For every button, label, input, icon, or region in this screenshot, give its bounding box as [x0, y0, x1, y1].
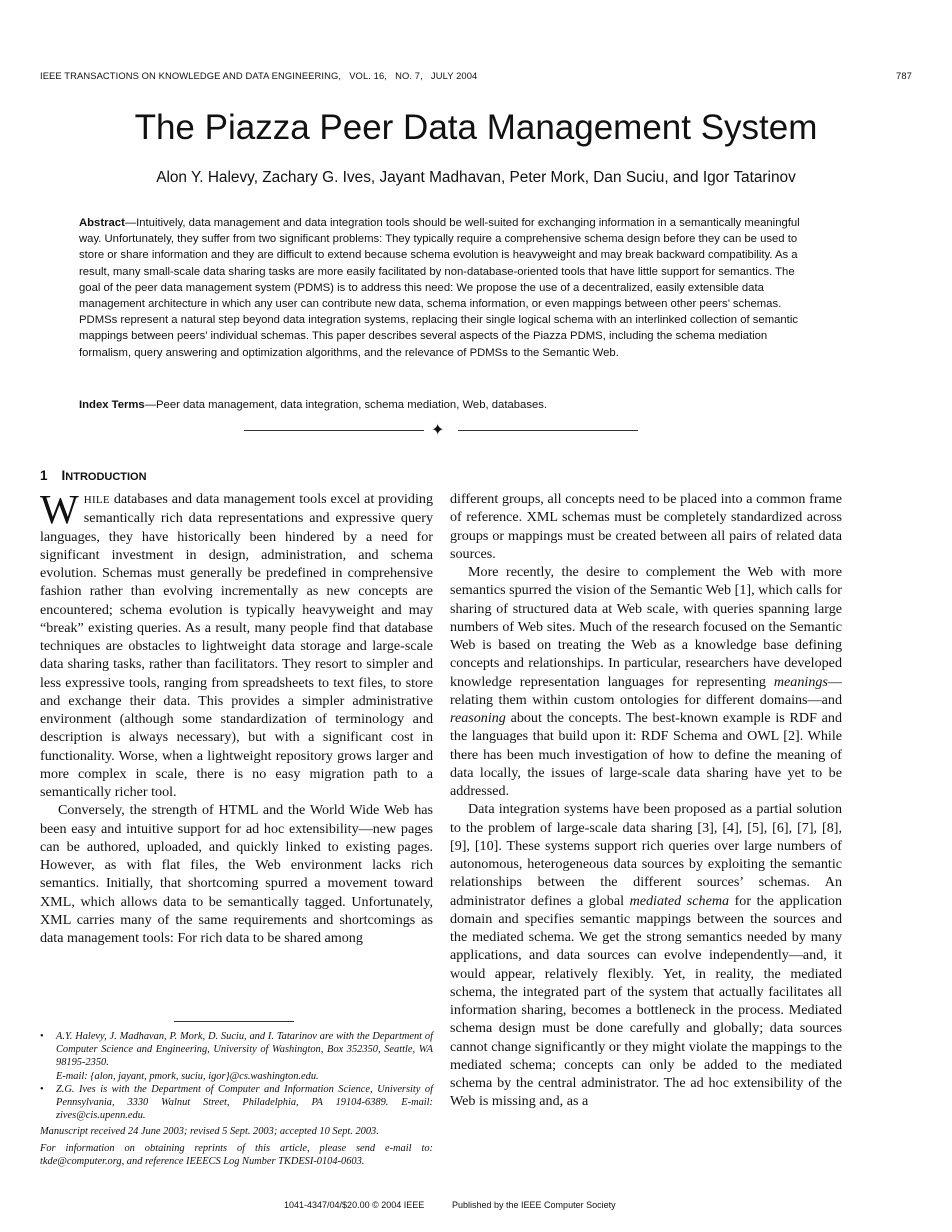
footnote-affiliation-upenn: • Z.G. Ives is with the Department of Computer and Information Science, University of Pennsylvania, 3330 Walnut Street, Philadelphia, PA 19104-6389. E-mail: zives@cis.upenn.edu.	[40, 1083, 433, 1122]
paper-title: The Piazza Peer Data Management System	[134, 108, 818, 147]
drop-cap: W	[40, 486, 79, 532]
abstract-label: Abstract	[79, 217, 125, 229]
running-header	[40, 70, 912, 84]
footnote-affiliation-uw: • A.Y. Halevy, J. Madhavan, P. Mork, D. Suciu, and I. Tatarinov are with the Department of Computer Science and Engineering, University of Washington, Box 352350, Seattle, WA 98195-2350. E-mail: {alon, jayant, pmork, suciu, igor}@cs.washington.edu.	[40, 1031, 433, 1082]
left-column	[40, 486, 433, 947]
paragraph: different groups, all concepts need to be placed into a common frame of reference. XML schemas must be completely standardized across groups or mappings must be created between all pairs of related data sources.	[450, 491, 842, 562]
author-list: Alon Y. Halevy, Zachary G. Ives, Jayant Madhavan, Peter Mork, Dan Suciu, and Igor Tatarinov	[156, 169, 796, 186]
index-terms	[79, 397, 807, 413]
paragraph: Conversely, the strength of HTML and the World Wide Web has been easy and intuitive support for ad hoc extensibility—new pages can be authored, uploaded, and quickly linked to existing pages. However, as with flat files, the Web environment lacks rich semantics. Initially, that shortcoming spurred a movement toward XML, which allows data to be semantically tagged. Unfortunately, XML carries many of the same requirements and shortcomings as data management tools: For rich data to be shared among	[40, 802, 433, 946]
reprints-info: For information on obtaining reprints of this article, please send e-mail to: tkde@computer.org, and reference IEEECS Log Number TKDESI-0104-0603.	[40, 1142, 433, 1167]
publisher-line: Published by the IEEE Computer Society	[452, 1200, 616, 1210]
abstract	[79, 215, 807, 361]
footnotes	[40, 1030, 433, 1168]
section-title-rest: NTRODUCTION	[65, 471, 147, 483]
manuscript-dates: Manuscript received 24 June 2003; revised 5 Sept. 2003; accepted 10 Sept. 2003.	[40, 1126, 379, 1138]
index-terms-label: Index Terms	[79, 399, 145, 411]
section-number: 1	[40, 468, 48, 483]
divider-star-icon: ✦	[431, 422, 445, 439]
footnote-rule	[174, 1021, 294, 1022]
paragraph-text: databases and data management tools excel at providing semantically rich data representations and expressive query languages, they have historically been hindered by a need for significant investment in design, administration, and schema evolution. Schemas must generally be predefined in comprehensive fashion rather than evolving incrementally as new concepts are encountered; schema evolution is typically heavyweight and may “break” existing queries. As a result, many people find that database techniques are obstacles to lightweight data storage and large-scale data sharing tasks, rather than facilitators. They resort to simpler and less expressive tools, ranging from spreadsheets to text files, to store and exchange their data. This provides a simpler administrative environment (although some standardization of terminology and description is always necessary), but with a significant cost in functionality. Worse, when a lightweight repository grows larger and more complex in scale, there is no easy migration path to a semantically richer tool.	[40, 491, 433, 800]
page-number: 787	[896, 70, 912, 81]
footnote-email: E-mail: {alon, jayant, pmork, suciu, igor}@cs.washington.edu.	[56, 1070, 319, 1082]
drop-cap-rest: HILE	[83, 494, 110, 506]
divider-line-right	[458, 430, 638, 431]
paragraph: Data integration systems have been proposed as a partial solution to the problem of large-scale data sharing [3], [4], [5], [6], [7], [8], [9], [10]. These systems support rich queries over large numbers of autonomous, heterogeneous data sources by exploiting the semantic relationships between the different sources’ schemas. An administrator defines a global mediated schema for the application domain and specifies semantic mappings between the sources and the mediated schema. We get the strong semantics needed by many applications, and data sources can evolve independently—and, it would appear, relatively flexibly. Yet, in reality, the mediated schema, the integrated part of the system that actually facilitates all information sharing, becomes a bottleneck in the process. Mediated schema design must be done carefully and globally; data sources cannot change significantly or they might violate the mappings to the mediated schema; concepts can only be added to the mediated schema by the central administrator. The ad hoc extensibility of the Web is missing and, as a	[450, 801, 843, 1110]
bullet-icon: •	[40, 1083, 44, 1095]
journal-info: IEEE TRANSACTIONS ON KNOWLEDGE AND DATA ENGINEERING, VOL. 16, NO. 7, JULY 2004	[40, 70, 478, 81]
section-divider	[244, 422, 638, 440]
paragraph: More recently, the desire to complement the Web with more semantics spurred the vision of the Semantic Web [1], which calls for sharing of structured data at Web scale, with queries spanning large numbers of Web sites. Much of the research focused on the Semantic Web is based on treating the Web as a knowledge base defining concepts and relationships. In particular, researchers have developed knowledge representation languages for representing meanings—relating them within custom ontologies for different domains—and reasoning about the concepts. The best-known example is RDF and the languages that build upon it: RDF Schema and OWL [2]. While there has been much investigation of how to define the meaning of data locally, the issues of large-scale data sharing have yet to be addressed.	[450, 564, 842, 799]
abstract-text: —Intuitively, data management and data integration tools should be well-suited for exchanging information in a semantically meaningful way. Unfortunately, they suffer from two significant problems: They typically require a comprehensive schema design before they can be used to store or share information and they are difficult to extend because schema evolution is heavyweight and may break backward compatibility. As a result, many small-scale data sharing tasks are more easily facilitated by non-database-oriented tools that have little support for semantics. The goal of the peer data management system (PDMS) is to address this need: We propose the use of a decentralized, easily extensible data management architecture in which any user can contribute new data, schema information, or even mappings between other peers’ schemas. PDMSs represent a natural step beyond data integration systems, replacing their single logical schema with an interlinked collection of semantic mappings between peers’ individual schemas. This paper describes several aspects of the Piazza PDMS, including the schema mediation formalism, query answering and optimization algorithms, and the relevance of PDMSs to the Semantic Web.	[79, 217, 800, 359]
section-title-initial: I	[61, 468, 66, 483]
bullet-icon: •	[40, 1031, 44, 1042]
section-heading	[40, 468, 147, 483]
paragraph	[40, 486, 433, 801]
divider-line-left	[244, 430, 424, 431]
emphasis: reasoning	[450, 710, 506, 726]
index-terms-text: —Peer data management, data integration, schema mediation, Web, databases.	[144, 399, 548, 411]
emphasis: meanings	[773, 673, 828, 690]
emphasis: mediated schema	[629, 892, 730, 909]
copyright-line: 1041-4347/04/$20.00 © 2004 IEEE	[284, 1200, 425, 1210]
right-column	[450, 490, 842, 1111]
